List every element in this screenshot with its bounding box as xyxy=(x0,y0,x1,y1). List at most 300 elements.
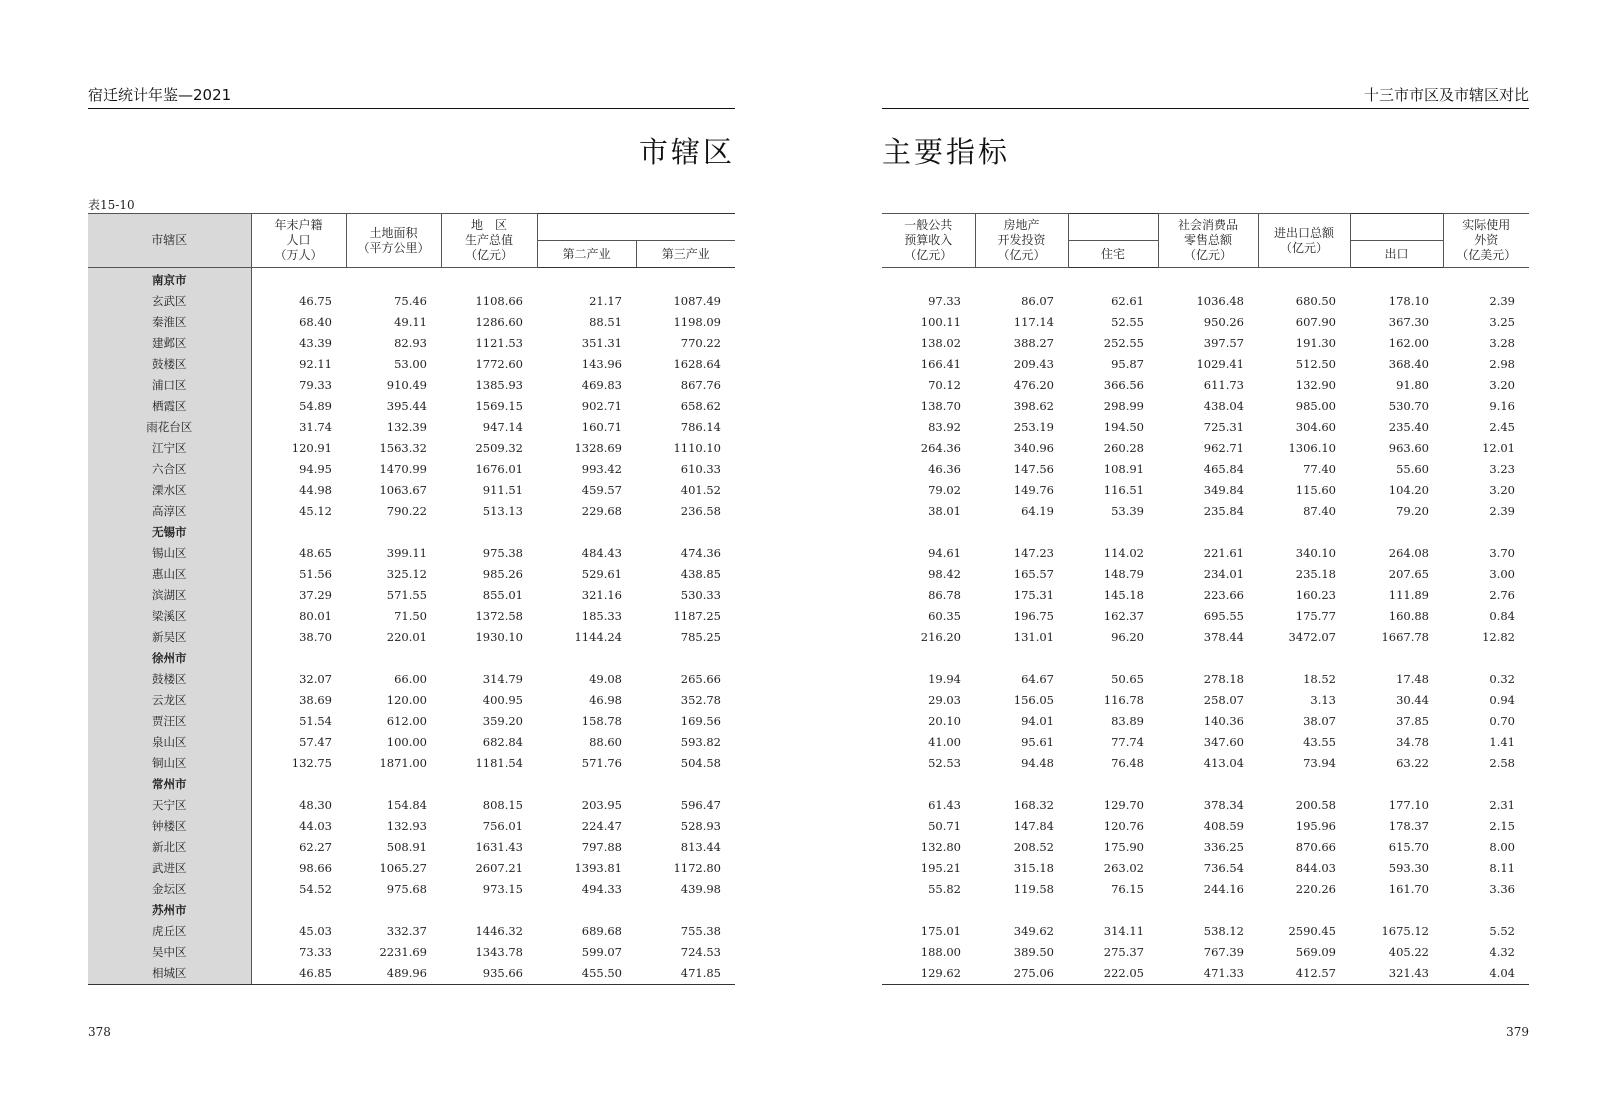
table-cell: 156.05 xyxy=(1013,693,1054,707)
table-cell: 689.68 xyxy=(581,924,622,938)
table-cell: 1087.49 xyxy=(673,294,721,308)
district-name: 新吴区 xyxy=(88,627,251,648)
table-cell: 88.51 xyxy=(589,315,622,329)
table-cell: 349.84 xyxy=(1203,483,1244,497)
table-row xyxy=(882,753,1529,774)
table-cell: 145.18 xyxy=(1103,588,1144,602)
table-cell: 476.20 xyxy=(1013,378,1054,392)
table-cell: 314.11 xyxy=(1103,924,1144,938)
table-cell xyxy=(636,648,735,669)
table-cell: 166.41 xyxy=(920,357,961,371)
table-cell: 593.82 xyxy=(680,735,721,749)
table-cell: 1.41 xyxy=(1489,735,1515,749)
table-cell: 64.67 xyxy=(1021,672,1054,686)
table-cell: 46.85 xyxy=(251,963,346,985)
right-data-table xyxy=(882,213,1529,985)
city-row xyxy=(88,268,735,292)
table-cell: 8.11 xyxy=(1489,861,1515,875)
table-cell: 695.55 xyxy=(1203,609,1244,623)
table-cell: 160.23 xyxy=(1295,588,1336,602)
table-row xyxy=(88,417,735,438)
table-cell: 175.31 xyxy=(1013,588,1054,602)
table-cell: 3.70 xyxy=(1489,546,1515,560)
header-budget: 一般公共 预算收入 （亿元） xyxy=(882,214,975,268)
table-cell: 785.25 xyxy=(680,630,721,644)
table-cell: 100.11 xyxy=(920,315,961,329)
left-page xyxy=(88,0,735,1099)
table-cell: 494.33 xyxy=(581,882,622,896)
table-cell xyxy=(537,900,636,921)
table-cell: 1198.09 xyxy=(673,315,721,329)
table-row xyxy=(88,921,735,942)
table-cell: 855.01 xyxy=(482,588,523,602)
table-cell: 29.03 xyxy=(928,693,961,707)
table-cell xyxy=(882,648,975,669)
table-cell: 51.54 xyxy=(299,714,332,728)
table-cell: 149.76 xyxy=(1013,483,1054,497)
table-cell: 203.95 xyxy=(581,798,622,812)
table-cell: 71.50 xyxy=(394,609,427,623)
table-cell xyxy=(882,774,975,795)
table-cell xyxy=(1443,268,1529,292)
table-cell: 9.16 xyxy=(1489,399,1515,413)
table-cell: 985.00 xyxy=(1295,399,1336,413)
table-cell: 724.53 xyxy=(680,945,721,959)
table-cell: 88.60 xyxy=(589,735,622,749)
table-cell: 298.99 xyxy=(1103,399,1144,413)
table-cell: 75.46 xyxy=(394,294,427,308)
table-cell: 275.06 xyxy=(975,963,1068,985)
table-cell: 504.58 xyxy=(680,756,721,770)
table-row xyxy=(88,480,735,501)
table-cell: 62.61 xyxy=(1111,294,1144,308)
header-gdp-span xyxy=(537,214,735,241)
header-area: 土地面积 （平方公里） xyxy=(346,214,441,268)
table-cell: 147.56 xyxy=(1013,462,1054,476)
table-cell: 756.01 xyxy=(482,819,523,833)
table-cell: 98.66 xyxy=(299,861,332,875)
table-cell: 1063.67 xyxy=(379,483,427,497)
table-cell: 786.14 xyxy=(680,420,721,434)
table-cell xyxy=(537,522,636,543)
table-row xyxy=(882,921,1529,942)
table-cell: 935.66 xyxy=(441,963,537,985)
table-cell: 352.78 xyxy=(680,693,721,707)
table-cell: 21.17 xyxy=(589,294,622,308)
table-cell xyxy=(1350,522,1443,543)
table-cell: 571.55 xyxy=(386,588,427,602)
table-cell: 66.00 xyxy=(394,672,427,686)
table-cell: 439.98 xyxy=(680,882,721,896)
district-name: 六合区 xyxy=(88,459,251,480)
district-name: 梁溪区 xyxy=(88,606,251,627)
table-cell xyxy=(441,648,537,669)
table-cell: 61.43 xyxy=(928,798,961,812)
table-cell xyxy=(1158,648,1258,669)
table-cell: 57.47 xyxy=(299,735,332,749)
table-cell: 408.59 xyxy=(1203,819,1244,833)
table-cell: 314.79 xyxy=(482,672,523,686)
table-cell: 129.62 xyxy=(882,963,975,985)
table-cell xyxy=(882,268,975,292)
table-row xyxy=(88,438,735,459)
district-name: 惠山区 xyxy=(88,564,251,585)
table-cell xyxy=(1350,774,1443,795)
table-cell: 37.85 xyxy=(1396,714,1429,728)
city-name: 苏州市 xyxy=(88,900,251,921)
table-cell: 347.60 xyxy=(1203,735,1244,749)
city-row xyxy=(88,900,735,921)
table-cell: 68.40 xyxy=(299,315,332,329)
table-cell: 220.01 xyxy=(386,630,427,644)
table-cell xyxy=(346,774,441,795)
table-cell: 593.30 xyxy=(1388,861,1429,875)
table-row xyxy=(882,291,1529,312)
table-cell: 178.10 xyxy=(1388,294,1429,308)
table-cell: 725.31 xyxy=(1203,420,1244,434)
city-row xyxy=(882,648,1529,669)
city-row xyxy=(882,774,1529,795)
table-cell: 253.19 xyxy=(1013,420,1054,434)
table-row xyxy=(882,585,1529,606)
district-name: 雨花台区 xyxy=(88,417,251,438)
table-cell: 48.65 xyxy=(299,546,332,560)
table-cell: 2.98 xyxy=(1489,357,1515,371)
table-cell: 332.37 xyxy=(386,924,427,938)
table-cell: 49.08 xyxy=(589,672,622,686)
table-cell: 264.08 xyxy=(1388,546,1429,560)
header-fdi: 实际使用 外资 （亿美元） xyxy=(1443,214,1529,268)
table-cell: 910.49 xyxy=(386,378,427,392)
table-cell: 2.45 xyxy=(1489,420,1515,434)
table-cell: 2509.32 xyxy=(475,441,523,455)
table-cell: 160.71 xyxy=(581,420,622,434)
table-cell: 367.30 xyxy=(1388,315,1429,329)
table-cell: 1628.64 xyxy=(673,357,721,371)
table-row xyxy=(88,396,735,417)
table-cell: 132.93 xyxy=(386,819,427,833)
table-cell: 45.03 xyxy=(299,924,332,938)
district-name: 鼓楼区 xyxy=(88,669,251,690)
table-cell: 119.58 xyxy=(1013,882,1054,896)
table-cell: 175.90 xyxy=(1103,840,1144,854)
table-cell: 115.60 xyxy=(1295,483,1336,497)
table-cell: 82.93 xyxy=(394,336,427,350)
table-cell xyxy=(346,648,441,669)
table-cell xyxy=(1068,268,1158,292)
table-cell: 471.33 xyxy=(1158,963,1258,985)
table-cell: 484.43 xyxy=(581,546,622,560)
table-cell: 1393.81 xyxy=(574,861,622,875)
table-cell: 538.12 xyxy=(1203,924,1244,938)
table-cell: 528.93 xyxy=(680,819,721,833)
table-cell: 1121.53 xyxy=(475,336,523,350)
table-cell xyxy=(975,774,1068,795)
table-row xyxy=(88,459,735,480)
district-name: 浦口区 xyxy=(88,375,251,396)
table-row xyxy=(88,942,735,963)
table-cell: 378.34 xyxy=(1203,798,1244,812)
table-cell: 132.80 xyxy=(920,840,961,854)
table-cell: 188.00 xyxy=(920,945,961,959)
table-cell: 44.98 xyxy=(299,483,332,497)
table-cell: 1187.25 xyxy=(673,609,721,623)
district-name: 泉山区 xyxy=(88,732,251,753)
table-cell: 63.22 xyxy=(1396,756,1429,770)
district-name: 相城区 xyxy=(88,963,251,985)
table-row xyxy=(882,417,1529,438)
table-cell: 143.96 xyxy=(581,357,622,371)
table-cell: 147.84 xyxy=(1013,819,1054,833)
table-cell: 177.10 xyxy=(1388,798,1429,812)
table-cell: 252.55 xyxy=(1103,336,1144,350)
page-number-right: 379 xyxy=(1506,1025,1529,1039)
table-cell: 244.16 xyxy=(1203,882,1244,896)
table-cell: 2590.45 xyxy=(1288,924,1336,938)
table-cell: 1181.54 xyxy=(475,756,523,770)
table-cell: 469.83 xyxy=(581,378,622,392)
table-cell: 615.70 xyxy=(1388,840,1429,854)
page-number-left: 378 xyxy=(88,1025,111,1039)
header-gdp: 地 区 生产总值 （亿元） xyxy=(441,214,537,268)
table-cell: 867.76 xyxy=(680,378,721,392)
table-cell: 111.89 xyxy=(1388,588,1429,602)
table-cell: 1372.58 xyxy=(475,609,523,623)
table-cell: 359.20 xyxy=(482,714,523,728)
table-cell: 3.20 xyxy=(1489,378,1515,392)
table-cell: 368.40 xyxy=(1388,357,1429,371)
table-cell xyxy=(975,648,1068,669)
table-cell: 50.65 xyxy=(1111,672,1144,686)
table-cell xyxy=(1158,268,1258,292)
table-cell: 911.51 xyxy=(482,483,523,497)
table-cell: 224.47 xyxy=(581,819,622,833)
table-row xyxy=(882,543,1529,564)
table-cell: 513.13 xyxy=(482,504,523,518)
table-cell xyxy=(537,268,636,292)
table-row xyxy=(88,837,735,858)
city-name: 常州市 xyxy=(88,774,251,795)
table-cell: 196.75 xyxy=(1013,609,1054,623)
table-cell: 3.25 xyxy=(1489,315,1515,329)
table-cell: 870.66 xyxy=(1295,840,1336,854)
table-cell: 96.20 xyxy=(1111,630,1144,644)
table-cell: 147.23 xyxy=(1013,546,1054,560)
header-export: 出口 xyxy=(1350,241,1443,268)
table-cell: 413.04 xyxy=(1203,756,1244,770)
table-cell: 902.71 xyxy=(581,399,622,413)
table-cell: 770.22 xyxy=(680,336,721,350)
table-cell: 229.68 xyxy=(581,504,622,518)
header-residential: 住宅 xyxy=(1068,241,1158,268)
table-cell: 95.61 xyxy=(1021,735,1054,749)
table-row xyxy=(88,732,735,753)
table-cell: 3.23 xyxy=(1489,462,1515,476)
table-cell: 194.50 xyxy=(1103,420,1144,434)
table-cell: 53.00 xyxy=(394,357,427,371)
table-cell xyxy=(1350,648,1443,669)
table-cell xyxy=(1350,268,1443,292)
table-cell: 31.74 xyxy=(299,420,332,434)
table-cell: 336.25 xyxy=(1203,840,1244,854)
table-cell: 91.80 xyxy=(1396,378,1429,392)
table-cell: 80.01 xyxy=(299,609,332,623)
table-cell xyxy=(537,774,636,795)
table-cell: 234.01 xyxy=(1203,567,1244,581)
table-cell: 1667.78 xyxy=(1381,630,1429,644)
table-cell: 304.60 xyxy=(1295,420,1336,434)
table-cell: 275.37 xyxy=(1103,945,1144,959)
table-cell: 165.57 xyxy=(1013,567,1054,581)
table-cell: 973.15 xyxy=(482,882,523,896)
table-cell: 1172.80 xyxy=(673,861,721,875)
table-cell: 985.26 xyxy=(482,567,523,581)
table-cell: 18.52 xyxy=(1303,672,1336,686)
table-cell: 12.82 xyxy=(1482,630,1515,644)
table-row xyxy=(882,963,1529,985)
district-name: 溧水区 xyxy=(88,480,251,501)
table-cell: 607.90 xyxy=(1295,315,1336,329)
table-cell: 120.00 xyxy=(386,693,427,707)
district-name: 吴中区 xyxy=(88,942,251,963)
table-cell: 1470.99 xyxy=(379,462,427,476)
table-cell: 278.18 xyxy=(1203,672,1244,686)
table-cell: 1385.93 xyxy=(475,378,523,392)
table-cell: 530.33 xyxy=(680,588,721,602)
table-row xyxy=(882,438,1529,459)
table-cell: 611.73 xyxy=(1203,378,1244,392)
table-row xyxy=(882,879,1529,900)
table-cell: 148.79 xyxy=(1103,567,1144,581)
header-retail: 社会消费品 零售总额 （亿元） xyxy=(1158,214,1258,268)
table-cell: 412.57 xyxy=(1258,963,1350,985)
table-cell: 220.26 xyxy=(1295,882,1336,896)
table-cell xyxy=(882,900,975,921)
table-cell: 73.94 xyxy=(1303,756,1336,770)
city-row xyxy=(88,522,735,543)
table-cell: 43.39 xyxy=(299,336,332,350)
table-cell: 70.12 xyxy=(928,378,961,392)
table-cell: 175.77 xyxy=(1295,609,1336,623)
table-cell: 962.71 xyxy=(1203,441,1244,455)
city-row xyxy=(88,648,735,669)
city-row xyxy=(882,268,1529,292)
table-cell: 44.03 xyxy=(299,819,332,833)
table-cell: 366.56 xyxy=(1103,378,1144,392)
table-cell: 1871.00 xyxy=(379,756,427,770)
table-cell: 264.36 xyxy=(920,441,961,455)
table-cell: 76.15 xyxy=(1111,882,1144,896)
table-cell: 3.36 xyxy=(1489,882,1515,896)
table-row xyxy=(882,795,1529,816)
table-row xyxy=(882,396,1529,417)
table-cell: 54.52 xyxy=(299,882,332,896)
header-trade-span xyxy=(1350,214,1443,241)
table-cell: 405.22 xyxy=(1388,945,1429,959)
table-cell xyxy=(975,268,1068,292)
table-cell: 222.05 xyxy=(1068,963,1158,985)
table-row xyxy=(882,690,1529,711)
table-cell xyxy=(251,648,346,669)
table-cell xyxy=(636,774,735,795)
table-cell: 54.89 xyxy=(299,399,332,413)
table-cell: 52.53 xyxy=(928,756,961,770)
district-name: 滨湖区 xyxy=(88,585,251,606)
table-cell: 395.44 xyxy=(386,399,427,413)
table-cell: 83.89 xyxy=(1111,714,1144,728)
table-cell: 175.01 xyxy=(920,924,961,938)
district-name: 云龙区 xyxy=(88,690,251,711)
table-row xyxy=(88,753,735,774)
table-cell: 3.13 xyxy=(1310,693,1336,707)
table-cell: 2.39 xyxy=(1489,504,1515,518)
table-cell xyxy=(441,522,537,543)
table-cell: 388.27 xyxy=(1013,336,1054,350)
table-cell: 1029.41 xyxy=(1196,357,1244,371)
table-cell: 154.84 xyxy=(386,798,427,812)
table-cell: 2.39 xyxy=(1489,294,1515,308)
table-row xyxy=(88,816,735,837)
running-head-left: 宿迁统计年鉴—2021 xyxy=(88,86,735,109)
table-cell: 200.58 xyxy=(1295,798,1336,812)
table-cell: 94.48 xyxy=(1021,756,1054,770)
table-cell xyxy=(1068,900,1158,921)
table-row xyxy=(88,333,735,354)
table-cell: 52.55 xyxy=(1111,315,1144,329)
table-cell: 844.03 xyxy=(1295,861,1336,875)
table-cell xyxy=(636,522,735,543)
table-row xyxy=(882,375,1529,396)
table-cell xyxy=(636,900,735,921)
table-row xyxy=(88,690,735,711)
table-cell: 161.70 xyxy=(1388,882,1429,896)
table-cell: 104.20 xyxy=(1388,483,1429,497)
table-cell: 790.22 xyxy=(386,504,427,518)
table-cell: 508.91 xyxy=(386,840,427,854)
table-cell xyxy=(1443,774,1529,795)
table-cell: 77.40 xyxy=(1303,462,1336,476)
table-cell: 1343.78 xyxy=(475,945,523,959)
table-cell: 530.70 xyxy=(1388,399,1429,413)
table-cell: 76.48 xyxy=(1111,756,1144,770)
table-row xyxy=(88,606,735,627)
table-cell: 260.28 xyxy=(1103,441,1144,455)
table-cell: 216.20 xyxy=(920,630,961,644)
table-cell: 3.28 xyxy=(1489,336,1515,350)
table-cell: 100.00 xyxy=(386,735,427,749)
table-cell: 2.31 xyxy=(1489,798,1515,812)
table-row xyxy=(88,963,735,985)
table-row xyxy=(88,669,735,690)
table-row xyxy=(882,858,1529,879)
table-cell: 258.07 xyxy=(1203,693,1244,707)
table-cell: 43.55 xyxy=(1303,735,1336,749)
table-row xyxy=(882,669,1529,690)
table-cell: 38.01 xyxy=(928,504,961,518)
table-cell: 1569.15 xyxy=(475,399,523,413)
table-cell: 95.87 xyxy=(1111,357,1144,371)
district-name: 江宁区 xyxy=(88,438,251,459)
left-table-body xyxy=(88,268,735,985)
table-cell: 162.37 xyxy=(1103,609,1144,623)
table-cell: 398.62 xyxy=(1013,399,1054,413)
table-cell: 62.27 xyxy=(299,840,332,854)
table-cell: 4.04 xyxy=(1443,963,1529,985)
table-cell: 529.61 xyxy=(581,567,622,581)
table-cell: 399.11 xyxy=(386,546,427,560)
table-cell: 1772.60 xyxy=(475,357,523,371)
table-row xyxy=(88,375,735,396)
